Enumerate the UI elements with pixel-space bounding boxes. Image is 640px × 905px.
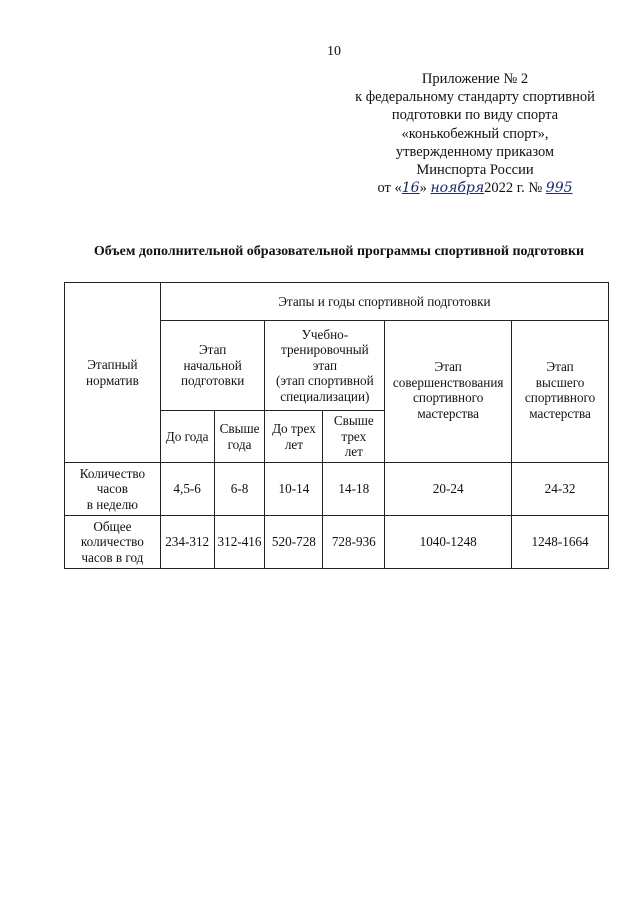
order-day-handwritten: 16	[401, 180, 420, 197]
table-cell: 24-32	[512, 463, 609, 516]
header-training-stage: Учебно- тренировочный этап (этап спортивной специализации)	[265, 321, 385, 411]
table-row	[65, 463, 609, 516]
table-cell: 234-312	[160, 516, 214, 569]
table-cell: 1248-1664	[512, 516, 609, 569]
appendix-title: Приложение № 2	[421, 71, 529, 87]
appendix-line-2: к федеральному стандарту спортивной	[355, 89, 595, 106]
appendix-line-3: подготовки по виду спорта	[391, 107, 559, 124]
document-title: Объем дополнительной образовательной программы спортивной подготовки	[93, 244, 585, 259]
table-cell: 520-728	[265, 516, 323, 569]
page-number: 10	[327, 44, 341, 59]
table-row	[65, 516, 609, 569]
order-year-text: 2022 г. №	[484, 180, 543, 197]
row-label-hours-per-year: Общее количество часов в год	[65, 516, 161, 569]
header-improvement-stage: Этап совершенствования спортивного мастерства	[385, 321, 512, 463]
table-cell: 1040-1248	[385, 516, 512, 569]
order-date-line	[340, 179, 610, 197]
header-higher-mastery-stage: Этап высшего спортивного мастерства	[512, 321, 609, 463]
header-initial-stage: Этап начальной подготовки	[160, 321, 265, 411]
subheader-over-year: Свыше года	[214, 411, 265, 463]
row-label-hours-per-week: Количество часов в неделю	[65, 463, 161, 516]
date-mid: »	[419, 180, 427, 197]
table-cell: 14-18	[323, 463, 385, 516]
appendix-block	[340, 70, 610, 197]
order-number-handwritten: 995	[545, 180, 573, 197]
training-volume-table	[64, 282, 609, 569]
table-cell: 10-14	[265, 463, 323, 516]
order-month-handwritten: ноября	[430, 180, 485, 197]
header-stages-and-years: Этапы и годы спортивной подготовки	[160, 283, 608, 321]
table-cell: 4,5-6	[160, 463, 214, 516]
table-cell: 728-936	[323, 516, 385, 569]
header-stage-norm: Этапный норматив	[65, 283, 161, 463]
date-prefix: от «	[377, 180, 402, 197]
appendix-line-6: Минспорта России	[416, 162, 534, 179]
subheader-over-three-years: Свыше трех лет	[323, 411, 385, 463]
appendix-line-4: «конькобежный спорт»,	[401, 125, 549, 142]
table-cell: 6-8	[214, 463, 265, 516]
subheader-up-to-year: До года	[160, 411, 214, 463]
table-cell: 312-416	[214, 516, 265, 569]
subheader-up-to-three-years: До трех лет	[265, 411, 323, 463]
table-cell: 20-24	[385, 463, 512, 516]
appendix-line-5: утвержденному приказом	[395, 143, 555, 160]
